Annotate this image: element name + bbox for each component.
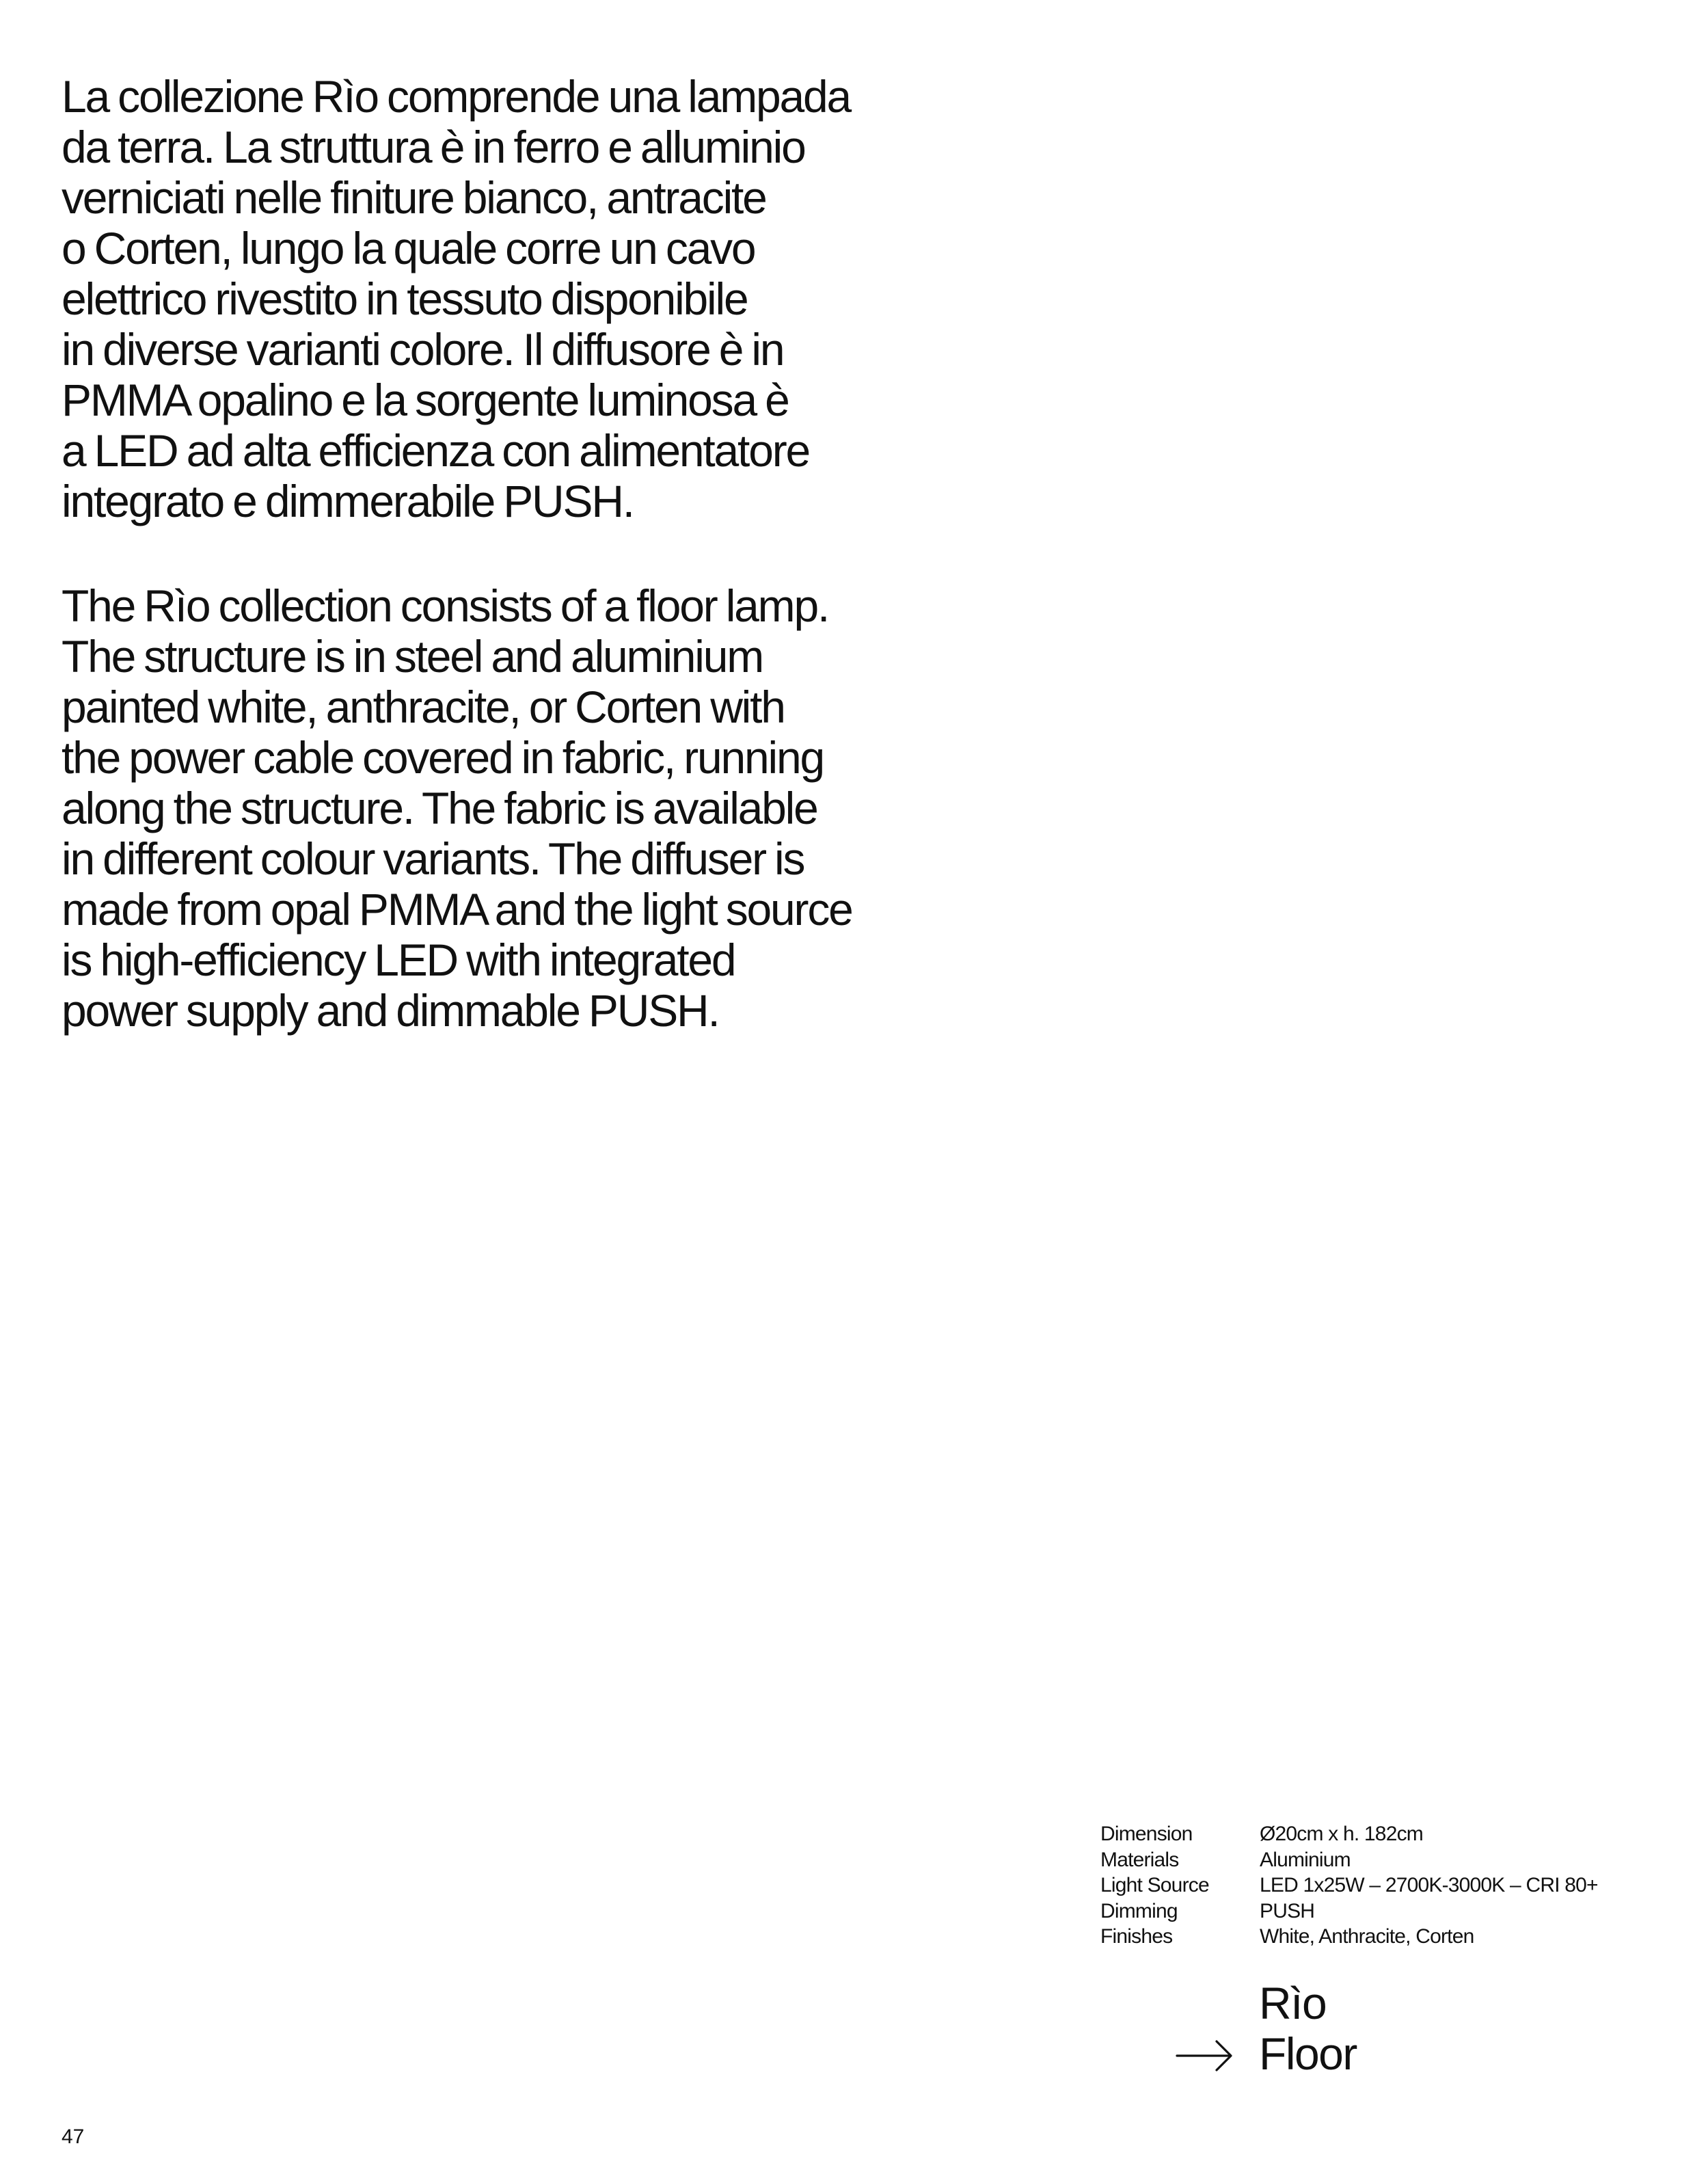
spec-value: White, Anthracite, Corten xyxy=(1260,1925,1474,1948)
spec-value: PUSH xyxy=(1260,1899,1315,1922)
spec-row-finishes xyxy=(1100,1924,1598,1950)
product-name-line1: Rìo xyxy=(1259,1978,1327,2028)
description-line: The structure is in steel and aluminium xyxy=(62,631,763,682)
description-line: da terra. La struttura è in ferro e alluminio xyxy=(62,122,805,172)
description-line: is high-efficiency LED with integrated xyxy=(62,935,735,985)
description-line: elettrico rivestito in tessuto disponibile xyxy=(62,273,748,324)
spec-label: Dimension xyxy=(1100,1823,1193,1845)
product-name-line2: Floor xyxy=(1259,2028,1357,2079)
spec-row-dimension xyxy=(1100,1821,1598,1847)
description-italian xyxy=(62,71,1018,526)
description-line: in different colour variants. The diffuser is xyxy=(62,833,804,884)
spec-label: Materials xyxy=(1100,1848,1179,1871)
description-line: along the structure. The fabric is available xyxy=(62,783,817,833)
spec-value: Aluminium xyxy=(1260,1848,1351,1871)
product-name xyxy=(1259,1978,1357,2079)
description-line: integrato e dimmerabile PUSH. xyxy=(62,476,634,526)
right-arrow-icon xyxy=(1176,2028,1233,2079)
description-line: verniciati nelle finiture bianco, antracite xyxy=(62,172,766,223)
spec-table xyxy=(1100,1821,1598,1950)
description-line: in diverse varianti colore. Il diffusore è in xyxy=(62,324,784,375)
description-line: painted white, anthracite, or Corten with xyxy=(62,682,785,732)
spec-row-materials xyxy=(1100,1847,1598,1873)
spec-value: LED 1x25W – 2700K-3000K – CRI 80+ xyxy=(1260,1874,1598,1896)
description-line: made from opal PMMA and the light source xyxy=(62,884,852,935)
description-line: La collezione Rìo comprende una lampada xyxy=(62,71,851,122)
spec-row-light-source xyxy=(1100,1873,1598,1898)
spec-label: Dimming xyxy=(1100,1899,1178,1922)
spec-label: Light Source xyxy=(1100,1874,1209,1896)
description-line: PMMA opalino e la sorgente luminosa è xyxy=(62,375,789,425)
spec-label: Finishes xyxy=(1100,1925,1173,1948)
description-line: power supply and dimmable PUSH. xyxy=(62,985,719,1036)
description-line: o Corten, lungo la quale corre un cavo xyxy=(62,223,755,273)
description-english xyxy=(62,580,1018,1036)
description-line: The Rìo collection consists of a floor lamp. xyxy=(62,580,829,631)
spec-row-dimming xyxy=(1100,1898,1598,1924)
description-line: a LED ad alta efficienza con alimentatore xyxy=(62,425,809,476)
page-number: 47 xyxy=(62,2125,85,2148)
description-line: the power cable covered in fabric, running xyxy=(62,732,824,783)
spec-value: Ø20cm x h. 182cm xyxy=(1260,1823,1423,1845)
